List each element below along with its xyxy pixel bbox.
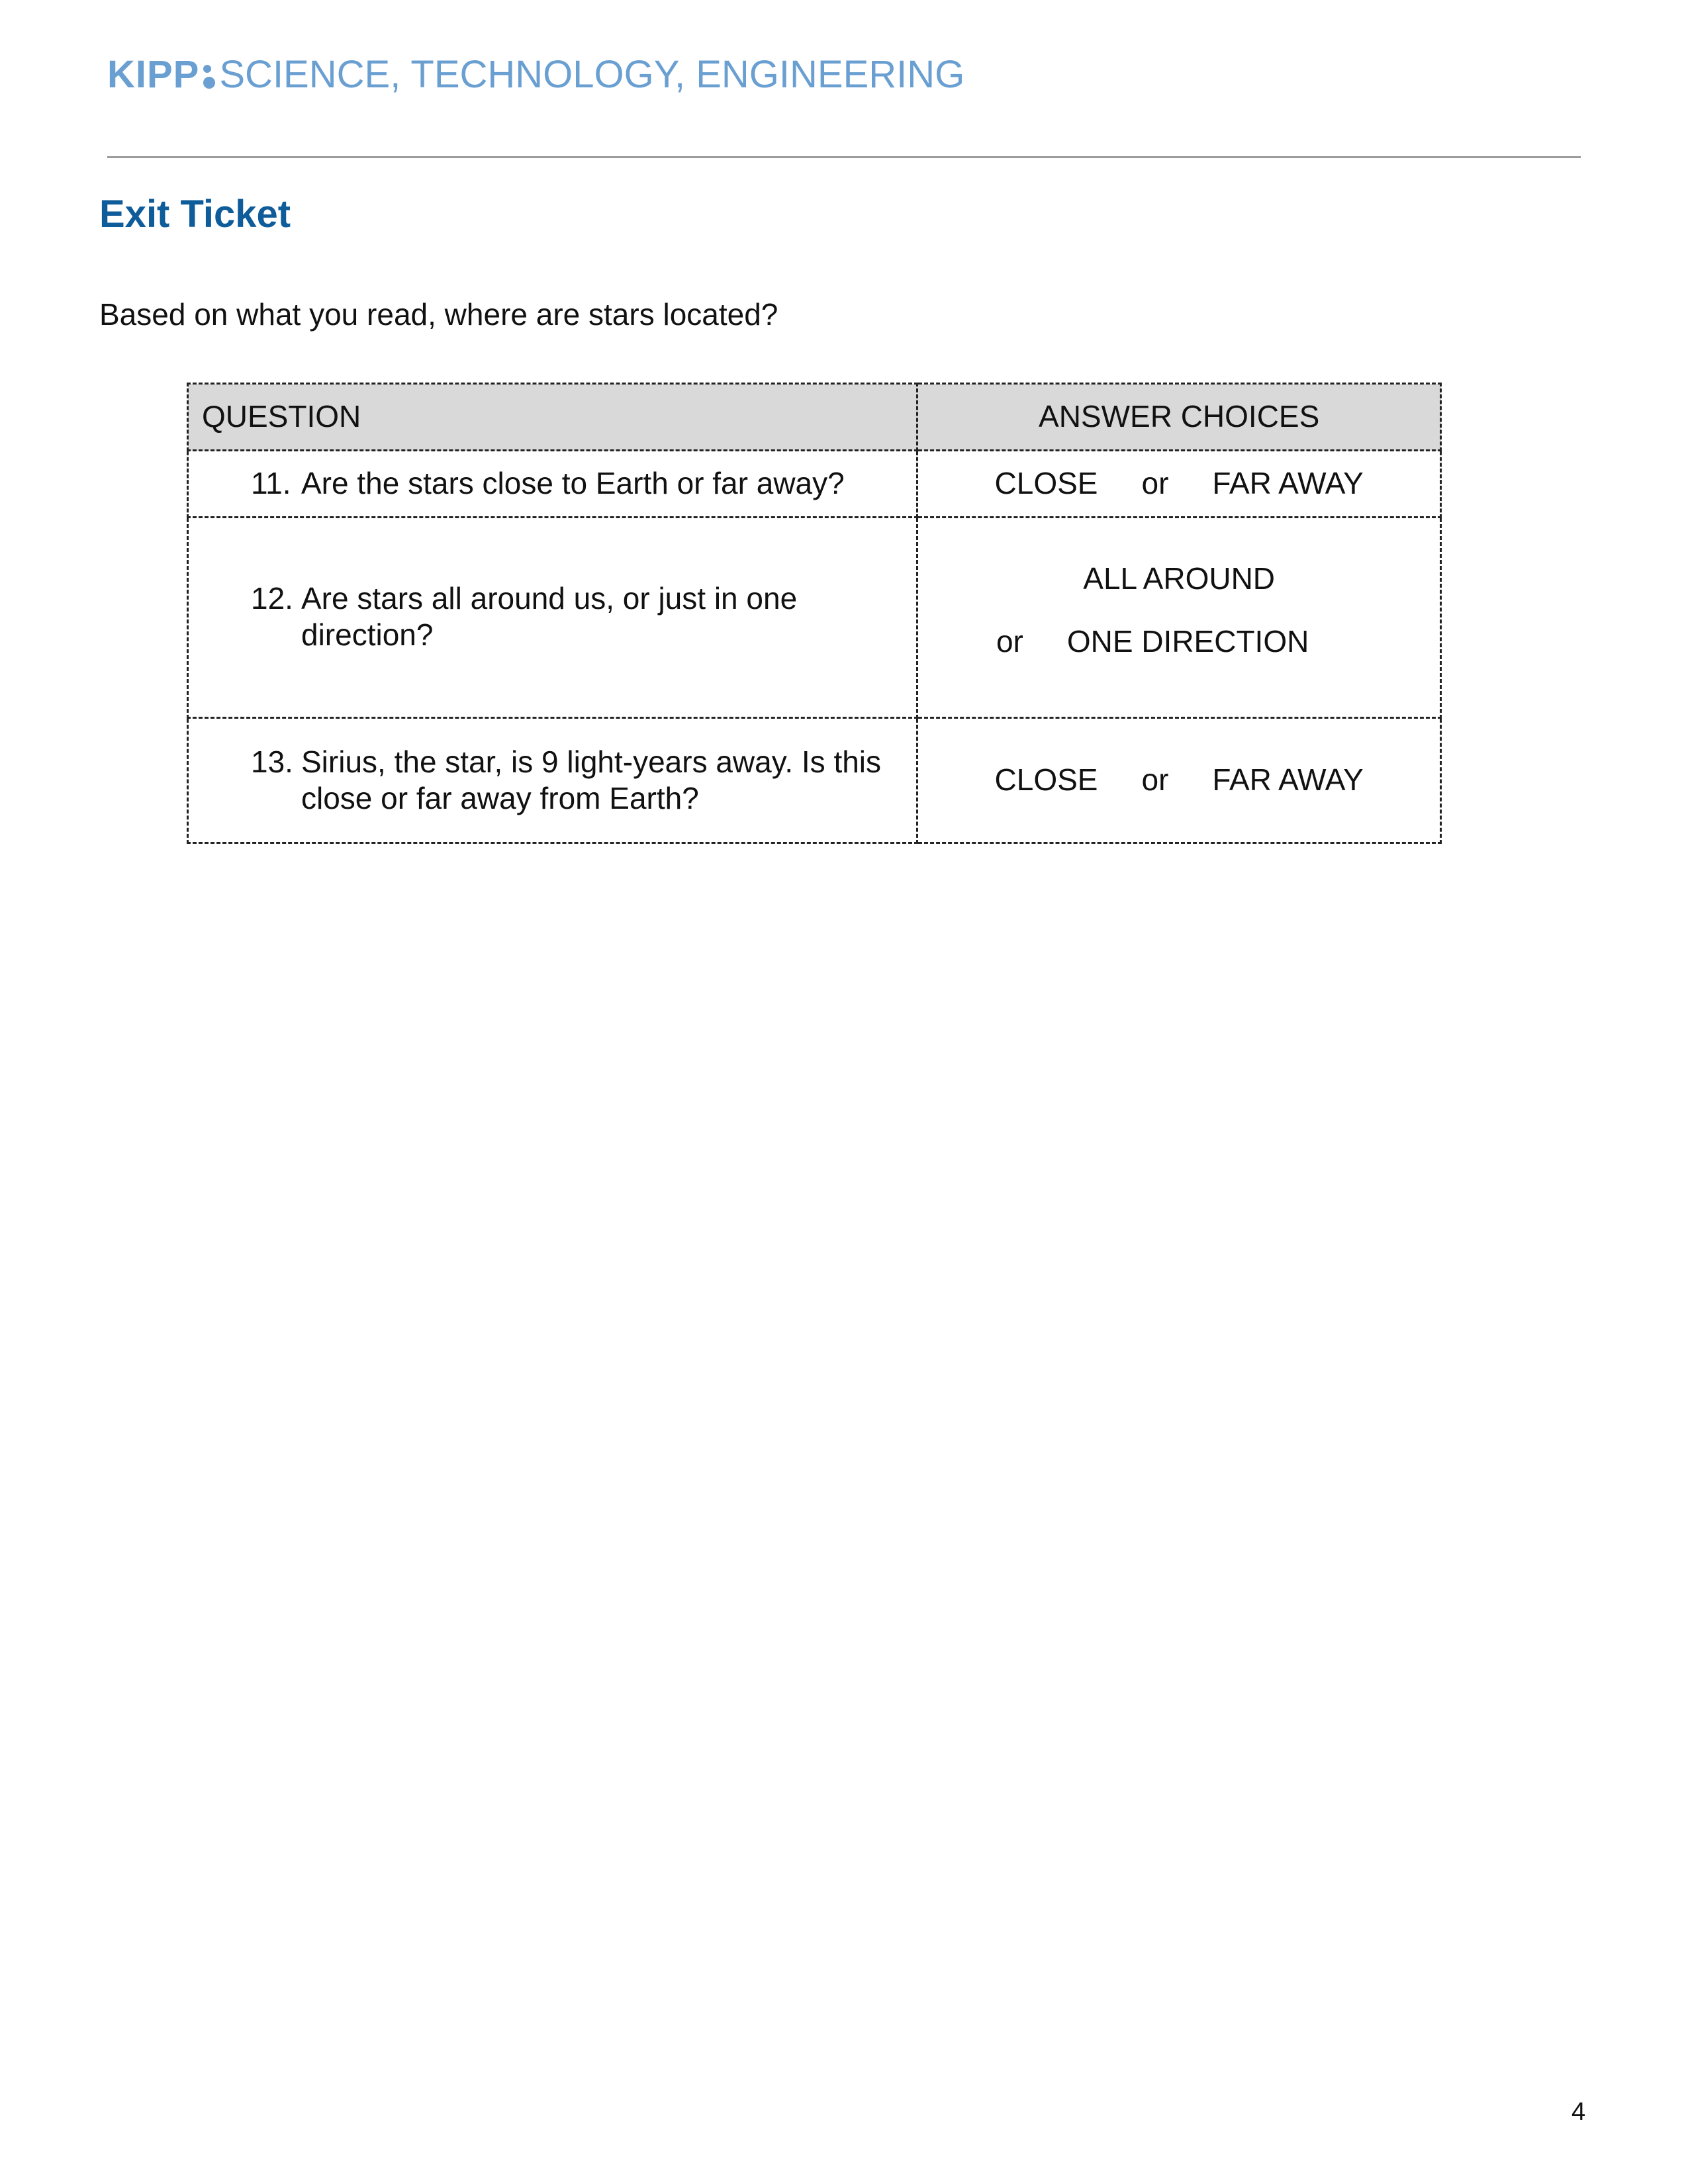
brand-header — [107, 48, 964, 101]
question-cell — [188, 518, 917, 718]
table-row — [188, 451, 1441, 518]
question-text: Sirius, the star, is 9 light-years away. Is this close or far away from Earth? — [301, 744, 882, 815]
table-row — [188, 518, 1441, 718]
answer-choice[interactable]: FAR AWAY — [1212, 466, 1364, 501]
answer-choice[interactable]: FAR AWAY — [1212, 762, 1364, 797]
exit-ticket-table — [187, 383, 1442, 844]
choice-separator: or — [1141, 466, 1169, 501]
question-column-header: QUESTION — [188, 384, 917, 451]
answer-choices-cell — [917, 518, 1441, 718]
choice-separator: or — [996, 624, 1023, 659]
answer-choice[interactable]: CLOSE — [994, 762, 1098, 797]
answer-choices-cell — [917, 718, 1441, 843]
header-divider — [107, 156, 1581, 158]
question-number: 13. — [251, 744, 293, 779]
question-cell — [188, 451, 917, 518]
answer-choices-cell — [917, 451, 1441, 518]
choice-separator: or — [1141, 762, 1169, 797]
kipp-logo-dots-icon — [203, 65, 215, 89]
prompt-text: Based on what you read, where are stars located? — [99, 297, 778, 332]
kipp-logo: KIPP — [107, 52, 200, 96]
question-text: Are stars all around us, or just in one direction? — [301, 580, 798, 652]
table-header-row — [188, 384, 1441, 451]
question-number: 12. — [251, 580, 293, 615]
answer-column-header: ANSWER CHOICES — [917, 384, 1441, 451]
question-cell — [188, 718, 917, 843]
question-text: Are the stars close to Earth or far away? — [301, 466, 845, 501]
table-row — [188, 718, 1441, 843]
answer-choice[interactable]: ONE DIRECTION — [1066, 624, 1309, 659]
brand-subtitle: SCIENCE, TECHNOLOGY, ENGINEERING — [219, 52, 965, 96]
page-number: 4 — [1571, 2098, 1586, 2126]
question-number: 11. — [251, 466, 291, 501]
answer-choice[interactable]: ALL AROUND — [1083, 561, 1276, 596]
page-title: Exit Ticket — [99, 193, 291, 236]
answer-choice[interactable]: CLOSE — [994, 466, 1098, 501]
